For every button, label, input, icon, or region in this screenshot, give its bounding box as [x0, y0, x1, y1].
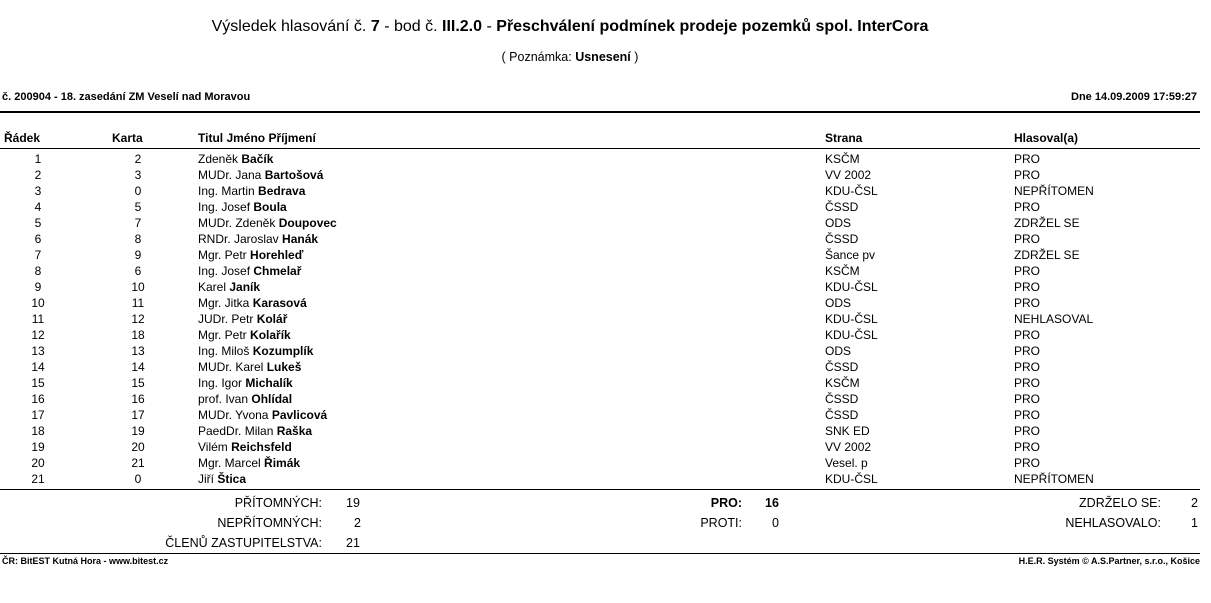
- member-name: [198, 407, 327, 423]
- party: Vesel. p: [825, 456, 868, 470]
- party: VV 2002: [825, 168, 872, 182]
- meeting-date: Dne 14.09.2009 17:59:27: [1071, 91, 1197, 103]
- vote-result: NEPŘÍTOMEN: [1014, 184, 1094, 198]
- footer-left: ČR: BitEST Kutná Hora - www.bitest.cz: [2, 556, 169, 566]
- vote-result: PRO: [1014, 344, 1041, 358]
- card-number: 0: [134, 472, 142, 486]
- card-number: 14: [131, 360, 145, 374]
- not-voted-label: NEHLASOVALO:: [1065, 516, 1161, 530]
- row-number: 16: [31, 392, 45, 406]
- member-surname: Štica: [217, 472, 247, 486]
- table-row: [0, 295, 1200, 311]
- vote-result: PRO: [1014, 424, 1041, 438]
- vote-result: NEPŘÍTOMEN: [1014, 472, 1094, 486]
- page-title: [0, 18, 1140, 36]
- card-number: 5: [134, 200, 142, 214]
- party: VV 2002: [825, 440, 872, 454]
- member-name: [198, 231, 318, 247]
- row-number: 9: [34, 280, 42, 294]
- card-number: 12: [131, 312, 145, 326]
- member-name: [198, 263, 301, 279]
- member-first-name: Zdeněk: [198, 152, 239, 166]
- note-line: [0, 50, 1140, 64]
- member-name: [198, 391, 292, 407]
- table-row: [0, 263, 1200, 279]
- col-name: Titul Jméno Příjmení: [198, 131, 316, 145]
- table-bottom-divider: [0, 489, 1200, 490]
- meeting-info: č. 200904 - 18. zasedání ZM Veselí nad Moravou: [2, 91, 251, 103]
- table-row: [0, 279, 1200, 295]
- against-count: 0: [772, 516, 779, 530]
- party: Šance pv: [825, 248, 876, 262]
- member-name: [198, 295, 307, 311]
- party: ODS: [825, 296, 852, 310]
- card-number: 17: [131, 408, 145, 422]
- vote-result: PRO: [1014, 456, 1041, 470]
- member-surname: Bartošová: [264, 168, 324, 182]
- present-label: PŘÍTOMNÝCH:: [234, 496, 322, 510]
- party: ČSSD: [825, 360, 859, 374]
- card-number: 13: [131, 344, 145, 358]
- row-number: 17: [31, 408, 45, 422]
- card-number: 8: [134, 232, 142, 246]
- for-count: 16: [765, 496, 779, 510]
- not-voted-count: 1: [1191, 516, 1198, 530]
- table-row: [0, 343, 1200, 359]
- absent-label: NEPŘÍTOMNÝCH:: [217, 516, 322, 530]
- member-surname: Ohlídal: [251, 392, 293, 406]
- party: KDU-ČSL: [825, 472, 878, 486]
- vote-result: PRO: [1014, 296, 1041, 310]
- vote-result: PRO: [1014, 168, 1041, 182]
- member-first-name: prof. Ivan: [198, 392, 249, 406]
- party: KDU-ČSL: [825, 184, 878, 198]
- vote-result: NEHLASOVAL: [1014, 312, 1094, 326]
- footer-divider: [0, 553, 1200, 554]
- absent-count: 2: [354, 516, 361, 530]
- row-number: 10: [31, 296, 45, 310]
- member-first-name: MUDr. Jana: [198, 168, 262, 182]
- member-name: [198, 439, 292, 455]
- row-number: 18: [31, 424, 45, 438]
- vote-subject: Přeschválení podmínek prodeje pozemků spol. InterCora: [496, 18, 929, 35]
- note-close: ): [634, 50, 639, 64]
- member-surname: Horehleď: [250, 248, 304, 262]
- member-surname: Doupovec: [278, 216, 337, 230]
- table-row: [0, 423, 1200, 439]
- member-name: [198, 199, 287, 215]
- member-surname: Michalík: [245, 376, 293, 390]
- members-count: 21: [346, 536, 360, 550]
- table-row: [0, 439, 1200, 455]
- table-row: [0, 247, 1200, 263]
- col-row: Řádek: [4, 131, 41, 145]
- note-value: Usnesení: [575, 50, 631, 64]
- row-number: 6: [34, 232, 42, 246]
- table-row: [0, 359, 1200, 375]
- abstained-label: ZDRŽELO SE:: [1079, 496, 1161, 510]
- member-surname: Chmelař: [253, 264, 302, 278]
- row-number: 4: [34, 200, 42, 214]
- member-name: [198, 471, 246, 487]
- note-open: ( Poznámka:: [501, 50, 572, 64]
- card-number: 10: [131, 280, 145, 294]
- member-first-name: MUDr. Karel: [198, 360, 264, 374]
- member-first-name: MUDr. Zdeněk: [198, 216, 276, 230]
- member-name: [198, 343, 313, 359]
- party: KSČM: [825, 376, 860, 390]
- party: ODS: [825, 344, 852, 358]
- card-number: 21: [131, 456, 145, 470]
- against-label: PROTI:: [700, 516, 742, 530]
- member-name: [198, 423, 312, 439]
- row-number: 15: [31, 376, 45, 390]
- row-number: 12: [31, 328, 45, 342]
- table-row: [0, 311, 1200, 327]
- col-party: Strana: [825, 131, 863, 145]
- card-number: 19: [131, 424, 145, 438]
- row-number: 19: [31, 440, 45, 454]
- member-surname: Kolář: [256, 312, 288, 326]
- abstained-count: 2: [1191, 496, 1198, 510]
- vote-result: PRO: [1014, 440, 1041, 454]
- member-surname: Pavlicová: [271, 408, 328, 422]
- party: SNK ED: [825, 424, 870, 438]
- card-number: 0: [134, 184, 142, 198]
- vote-result: PRO: [1014, 328, 1041, 342]
- member-first-name: Ing. Igor: [198, 376, 243, 390]
- member-first-name: Mgr. Marcel: [198, 456, 261, 470]
- for-label: PRO:: [710, 496, 742, 510]
- row-number: 21: [31, 472, 45, 486]
- footer-right: H.E.R. Systém © A.S.Partner, s.r.o., Košice: [1018, 556, 1200, 566]
- row-number: 3: [34, 184, 42, 198]
- member-name: [198, 183, 305, 199]
- card-number: 11: [131, 296, 145, 310]
- vote-result: PRO: [1014, 264, 1041, 278]
- title-mid: - bod č.: [384, 18, 438, 35]
- member-first-name: Ing. Josef: [198, 264, 251, 278]
- party: KSČM: [825, 152, 860, 166]
- party: KSČM: [825, 264, 860, 278]
- table-row: [0, 407, 1200, 423]
- member-first-name: Vilém: [198, 440, 228, 454]
- member-surname: Kozumplík: [252, 344, 314, 358]
- member-first-name: PaedDr. Milan: [198, 424, 274, 438]
- member-surname: Boula: [253, 200, 287, 214]
- member-first-name: Karel: [198, 280, 227, 294]
- member-name: [198, 359, 301, 375]
- table-row: [0, 199, 1200, 215]
- vote-result: ZDRŽEL SE: [1014, 248, 1080, 262]
- member-first-name: JUDr. Petr: [198, 312, 254, 326]
- member-first-name: Mgr. Jitka: [198, 296, 250, 310]
- member-name: [198, 247, 303, 263]
- vote-result: PRO: [1014, 376, 1041, 390]
- vote-result: PRO: [1014, 280, 1041, 294]
- member-surname: Hanák: [282, 232, 319, 246]
- table-row: [0, 375, 1200, 391]
- party: ČSSD: [825, 392, 859, 406]
- row-number: 1: [34, 152, 42, 166]
- item-number: III.2.0: [442, 18, 483, 35]
- row-number: 14: [31, 360, 45, 374]
- member-first-name: Ing. Josef: [198, 200, 251, 214]
- party: ČSSD: [825, 200, 859, 214]
- card-number: 6: [134, 264, 142, 278]
- vote-result: PRO: [1014, 360, 1041, 374]
- vote-result: PRO: [1014, 200, 1041, 214]
- table-row: [0, 327, 1200, 343]
- card-number: 15: [131, 376, 145, 390]
- table-row: [0, 455, 1200, 471]
- present-count: 19: [346, 496, 360, 510]
- col-card: Karta: [112, 131, 143, 145]
- card-number: 3: [134, 168, 142, 182]
- row-number: 8: [34, 264, 42, 278]
- member-name: [198, 455, 300, 471]
- member-surname: Řimák: [264, 456, 301, 470]
- member-first-name: Mgr. Petr: [198, 328, 247, 342]
- table-row: [0, 391, 1200, 407]
- party: ČSSD: [825, 408, 859, 422]
- vote-result: PRO: [1014, 232, 1041, 246]
- card-number: 9: [134, 248, 142, 262]
- table-header: [0, 130, 1200, 146]
- member-first-name: MUDr. Yvona: [198, 408, 269, 422]
- member-name: [198, 279, 260, 295]
- member-first-name: Jiří: [198, 472, 214, 486]
- table-row: [0, 215, 1200, 231]
- member-surname: Karasová: [252, 296, 307, 310]
- member-first-name: Ing. Miloš: [198, 344, 250, 358]
- title-prefix: Výsledek hlasování č.: [211, 18, 367, 35]
- table-header-divider: [0, 148, 1200, 149]
- table-row: [0, 167, 1200, 183]
- member-surname: Janík: [229, 280, 261, 294]
- party: KDU-ČSL: [825, 312, 878, 326]
- member-first-name: Ing. Martin: [198, 184, 255, 198]
- member-name: [198, 167, 323, 183]
- member-first-name: RNDr. Jaroslav: [198, 232, 279, 246]
- member-surname: Raška: [276, 424, 313, 438]
- vote-result: ZDRŽEL SE: [1014, 216, 1080, 230]
- card-number: 2: [134, 152, 142, 166]
- col-vote: Hlasoval(a): [1014, 131, 1079, 145]
- vote-result: PRO: [1014, 408, 1041, 422]
- vote-number: 7: [370, 18, 380, 35]
- header-divider: [0, 111, 1200, 113]
- row-number: 11: [31, 312, 45, 326]
- party: KDU-ČSL: [825, 280, 878, 294]
- member-name: [198, 327, 291, 343]
- card-number: 7: [134, 216, 142, 230]
- member-name: [198, 311, 287, 327]
- table-row: [0, 151, 1200, 167]
- member-surname: Bačík: [241, 152, 274, 166]
- party: ODS: [825, 216, 852, 230]
- row-number: 7: [34, 248, 42, 262]
- table-row: [0, 183, 1200, 199]
- member-first-name: Mgr. Petr: [198, 248, 247, 262]
- row-number: 13: [31, 344, 45, 358]
- card-number: 18: [131, 328, 145, 342]
- party: KDU-ČSL: [825, 328, 878, 342]
- members-label: ČLENŮ ZASTUPITELSTVA:: [165, 536, 322, 550]
- member-surname: Lukeš: [266, 360, 302, 374]
- table-row: [0, 471, 1200, 487]
- vote-result: PRO: [1014, 152, 1041, 166]
- member-surname: Bedrava: [258, 184, 306, 198]
- member-surname: Reichsfeld: [231, 440, 292, 454]
- card-number: 16: [131, 392, 145, 406]
- row-number: 2: [34, 168, 42, 182]
- vote-result: PRO: [1014, 392, 1041, 406]
- table-row: [0, 231, 1200, 247]
- member-name: [198, 215, 337, 231]
- row-number: 5: [34, 216, 42, 230]
- row-number: 20: [31, 456, 45, 470]
- title-dash: -: [486, 18, 492, 35]
- party: ČSSD: [825, 232, 859, 246]
- member-surname: Kolařík: [250, 328, 291, 342]
- member-name: [198, 375, 293, 391]
- member-name: [198, 151, 273, 167]
- card-number: 20: [131, 440, 145, 454]
